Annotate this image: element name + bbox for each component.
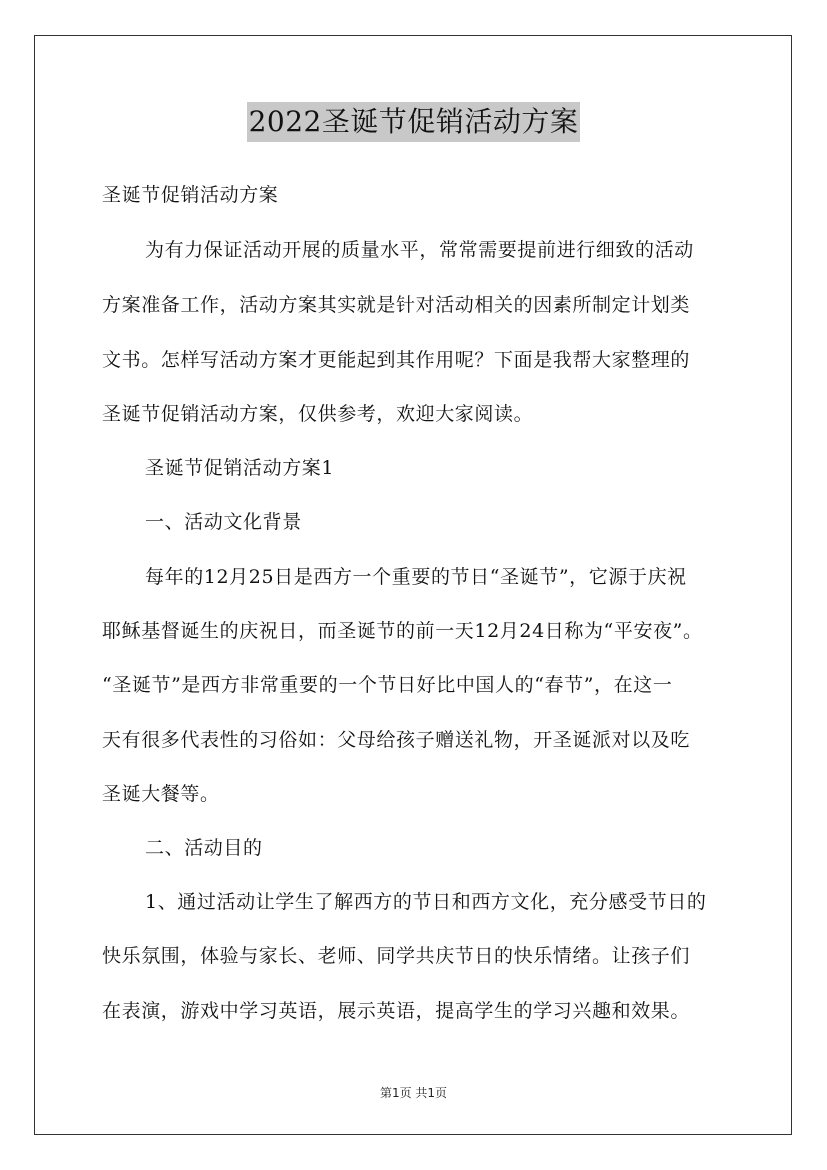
body-line: 圣诞大餐等。 [102, 783, 220, 805]
section-heading: 圣诞节促销活动方案1 [145, 457, 335, 479]
body-line: 圣诞节促销活动方案，仅供参考，欢迎大家阅读。 [102, 403, 534, 425]
body-line: 方案准备工作，活动方案其实就是针对活动相关的因素所制定计划类 [102, 294, 691, 316]
body-line: 1、通过活动让学生了解西方的节日和西方文化，充分感受节日的 [145, 891, 707, 913]
body-line: “圣诞节”是西方非常重要的一个节日好比中国人的“春节”，在这一 [102, 674, 673, 696]
body-line: 文书。怎样写活动方案才更能起到其作用呢？下面是我帮大家整理的 [102, 349, 691, 371]
title-container [0, 102, 827, 142]
body-line: 在表演，游戏中学习英语，展示英语，提高学生的学习兴趣和效果。 [102, 1000, 691, 1022]
body-line: 圣诞节促销活动方案 [102, 184, 279, 206]
page-footer: 第1页 共1页 [379, 1086, 448, 1100]
body-line: 快乐氛围，体验与家长、老师、同学共庆节日的快乐情绪。让孩子们 [102, 945, 691, 967]
body-line: 天有很多代表性的习俗如：父母给孩子赠送礼物，开圣诞派对以及吃 [102, 729, 691, 751]
body-line: 每年的12月25日是西方一个重要的节日“圣诞节”，它源于庆祝 [145, 566, 687, 588]
body-line: 为有力保证活动开展的质量水平，常常需要提前进行细致的活动 [145, 239, 694, 261]
body-line: 耶稣基督诞生的庆祝日，而圣诞节的前一天12月24日称为“平安夜”。 [102, 620, 703, 642]
section-heading: 二、活动目的 [145, 837, 263, 859]
section-heading: 一、活动文化背景 [145, 511, 302, 533]
document-title: 2022圣诞节促销活动方案 [247, 102, 581, 142]
